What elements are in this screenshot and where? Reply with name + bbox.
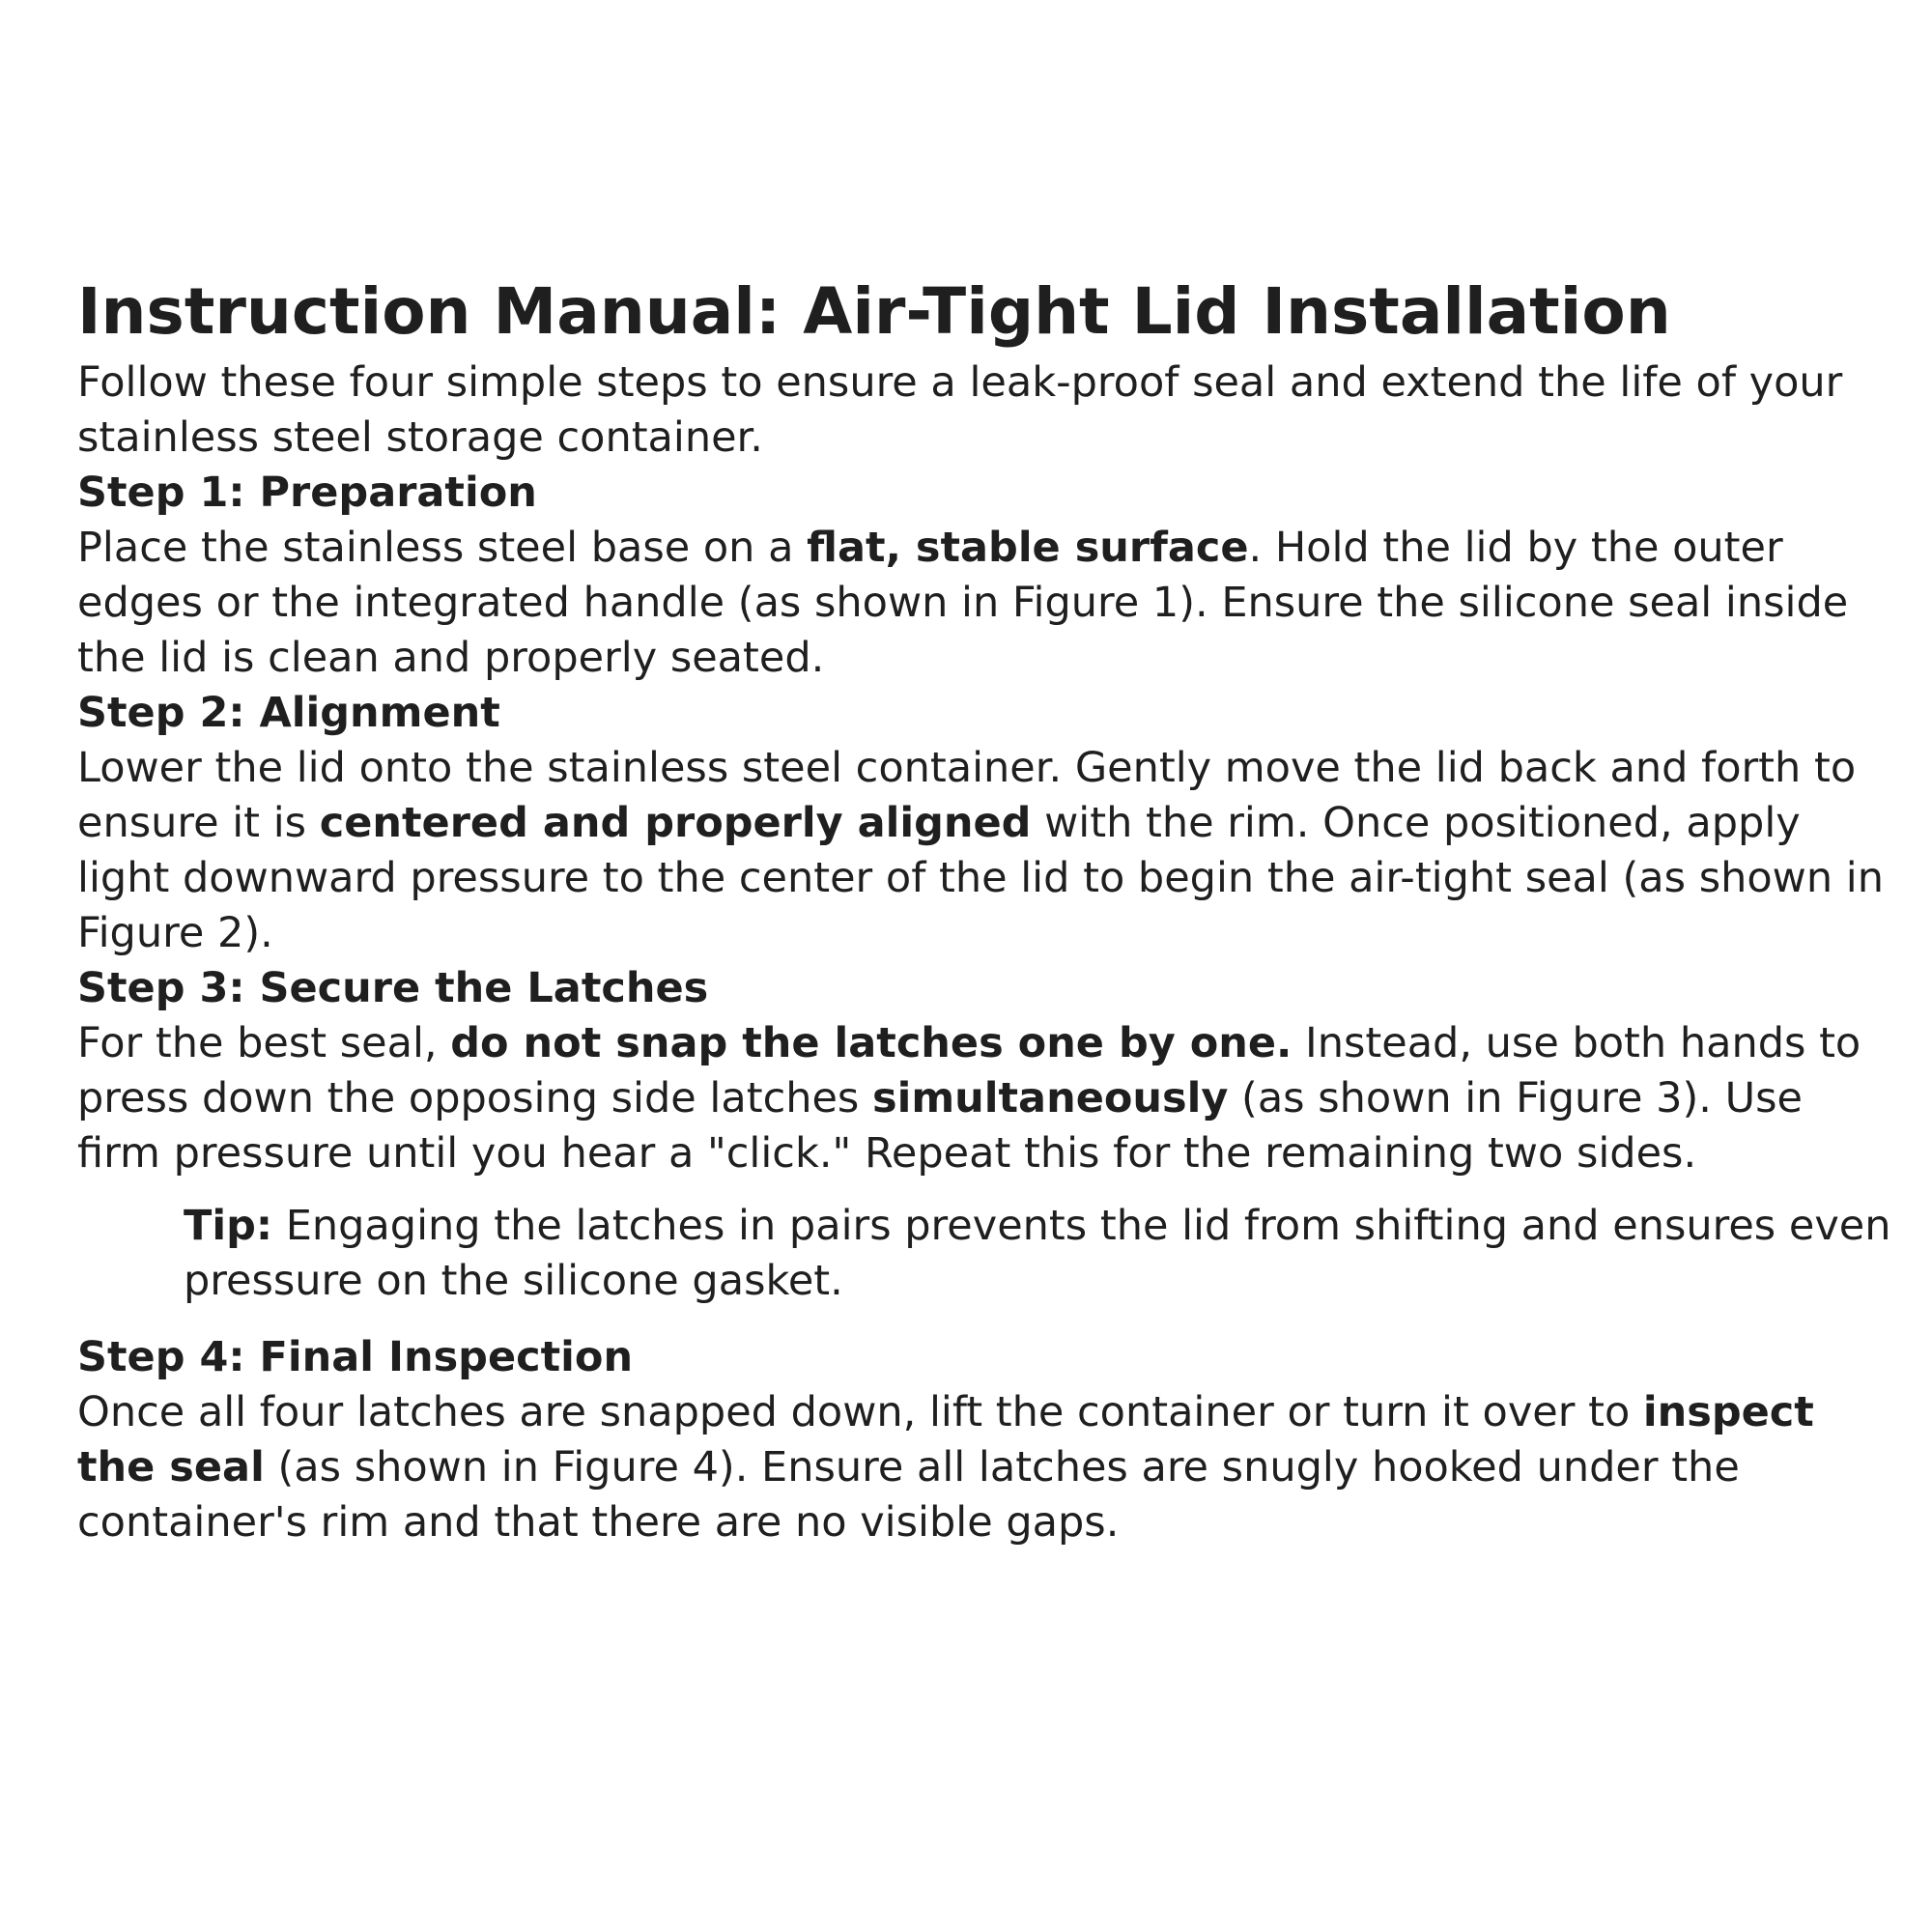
tip-text: Engaging the latches in pairs prevents the lid from shifting and ensures even pressure on the silicone gasket. <box>184 1202 1891 1305</box>
page-title: Instruction Manual: Air-Tight Lid Installation <box>77 274 1671 349</box>
tip-label: Tip: <box>184 1202 273 1250</box>
step-2-text <box>77 741 1893 961</box>
step-2-emphasis: centered and properly aligned <box>319 799 1032 847</box>
intro-paragraph: Follow these four simple steps to ensure a leak-proof seal and extend the life of your stainless steel storage container. <box>77 358 1843 462</box>
step-1-emphasis: flat, stable surface <box>807 524 1249 572</box>
step-3-emphasis-2: simultaneously <box>872 1074 1229 1122</box>
step-4-text-a: Once all four latches are snapped down, lift the container or turn it over to <box>77 1388 1643 1436</box>
step-3-text-c: (as shown in Figure 3). Use firm pressure until you hear a "click." Repeat this for the remaining two sides. <box>77 1074 1803 1178</box>
step-2-text-a: Lower the lid onto the stainless steel container. Gently move the lid back and forth to ensure it is <box>77 744 1857 847</box>
step-4-emphasis: inspect the seal <box>77 1388 1814 1492</box>
step-1-heading: Step 1: Preparation <box>77 469 537 517</box>
step-3-emphasis-1: do not snap the latches one by one. <box>450 1019 1293 1067</box>
step-4-text <box>77 1385 1893 1550</box>
step-2-heading: Step 2: Alignment <box>77 689 500 737</box>
step-4-heading: Step 4: Final Inspection <box>77 1333 634 1381</box>
step-3-text <box>77 1016 1893 1181</box>
tip-callout <box>184 1199 1893 1309</box>
step-2-text-b: with the rim. Once positioned, apply light downward pressure to the center of the lid to begin the air-tight seal (as shown in Figure 2). <box>77 799 1884 957</box>
step-3-text-a: For the best seal, <box>77 1019 451 1067</box>
instruction-document <box>77 272 1893 1550</box>
step-1-text <box>77 521 1893 686</box>
step-3-text-b: Instead, use both hands to press down the opposing side latches <box>77 1019 1861 1122</box>
step-1-text-a: Place the stainless steel base on a <box>77 524 808 572</box>
step-1-text-b: . Hold the lid by the outer edges or the integrated handle (as shown in Figure 1). Ensure the silicone seal inside the lid is clean and properly seated. <box>77 524 1849 682</box>
step-3-heading: Step 3: Secure the Latches <box>77 964 709 1012</box>
step-4-text-b: (as shown in Figure 4). Ensure all latches are snugly hooked under the container's rim and that there are no visible gaps. <box>77 1443 1740 1547</box>
